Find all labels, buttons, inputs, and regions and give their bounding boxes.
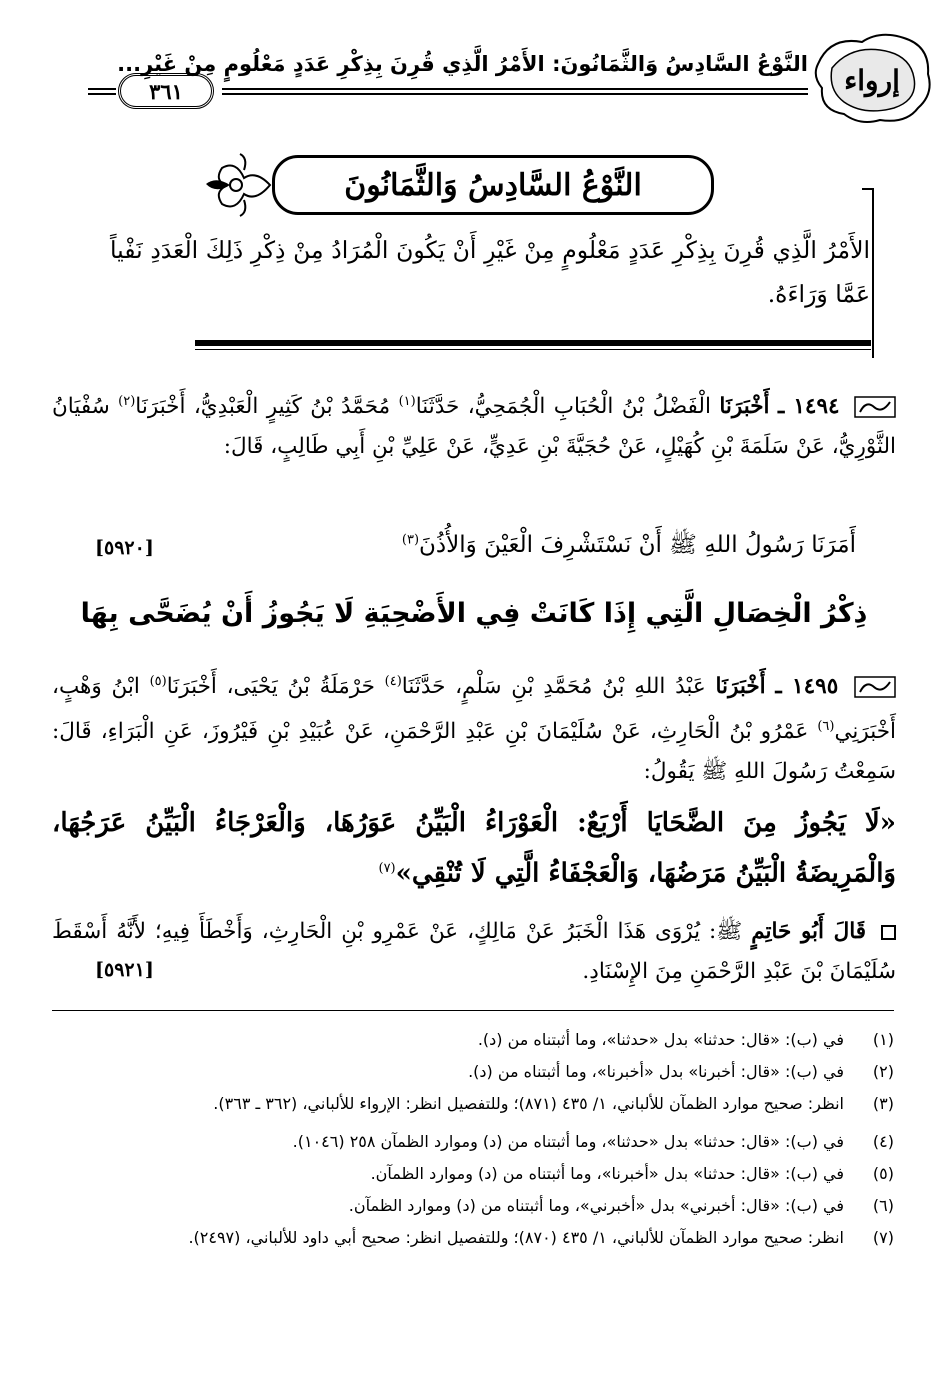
page-number-rule <box>88 93 116 95</box>
footnote-number: (٢) <box>872 1062 894 1081</box>
footnote-text: انظر: صحيح موارد الظمآن للألباني، ١/ ٤٣٥ (٨٧١)؛ وللتفصيل انظر: الإرواء للألباني، (٣٦٢ ـ ٣٦٣). <box>213 1094 844 1113</box>
hadith-1494-reference: [٥٩٢٠] <box>95 537 154 559</box>
footnote-marker[interactable]: (٧) <box>378 861 396 876</box>
hadith-1494-isnad <box>52 382 896 467</box>
matn-text: «لَا يَجُوزُ مِنَ الضَّحَايَا أَرْبَعٌ: الْعَوْرَاءُ الْبَيِّنُ عَوَرُهَا، وَالْعَرْجَاءُ الْبَيِّنُ عَرَجُهَا، وَالْمَرِيضَةُ الْبَيِّنُ مَرَضُهَا، وَالْعَجْفَاءُ الَّتِي لَا تُنْقِي» <box>52 808 896 889</box>
footnote-item <box>52 1222 894 1254</box>
abu-hatim-comment <box>52 912 896 992</box>
matn-text: أَمَرَنَا رَسُولُ اللهِ ﷺ أَنْ نَسْتَشْرِفَ الْعَيْنَ وَالأُذُنَ <box>419 532 856 558</box>
footnote-number: (١) <box>872 1030 894 1049</box>
isnad-text: الْفَضْلُ بْنُ الْحُبَابِ الْجُمَحِيُّ، حَدَّثَنَا <box>415 394 711 420</box>
footnote-marker[interactable]: (١) <box>398 394 416 409</box>
isnad-text: مُحَمَّدُ بْنُ كَثِيرٍ الْعَبْدِيُّ، أَخْبَرَنَا <box>135 394 391 420</box>
comment-text: ﷺ: يُرْوَى هَذَا الْخَبَرُ عَنْ مَالِكٍ، عَنْ عَمْرِو بْنِ الْحَارِثِ، وَأَخْطَأَ فِيهِ؛ لأَنَّهُ أَسْقَطَ سُلَيْمَانَ بْنَ عَبْدِ الرَّحْمَنِ مِنَ الإِسْنَادِ. <box>52 919 896 984</box>
comment-lead: قَالَ أَبُو حَاتِمٍ <box>751 919 867 944</box>
footnote-item <box>52 1190 894 1222</box>
section-title: ذِكْرُ الْخِصَالِ الَّتِي إِذَا كَانَتْ فِي الأَضْحِيَةِ لَا يَجُوزُ أَنْ يُضَحَّى بِهَا <box>80 598 868 629</box>
footnote-number: (٥) <box>872 1164 894 1183</box>
corner-ornament-icon <box>810 28 934 128</box>
footnote-item <box>52 1126 894 1158</box>
header-rule <box>222 88 808 90</box>
hadith-lead: أَخْبَرَنَا <box>719 394 770 420</box>
footnote-marker[interactable]: (٣) <box>401 532 420 548</box>
chapter-rule-thin <box>195 349 871 350</box>
hadith-marker-icon <box>854 396 896 418</box>
chapter-intro: الأَمْرُ الَّذِي قُرِنَ بِذِكْرِ عَدَدٍ مَعْلُومٍ مِنْ غَيْرِ أَنْ يَكُونَ الْمُرَادُ مِنْ ذِكْرِ ذَلِكَ الْعَدَدِ نَفْياً عَمَّا وَرَاءَهُ. <box>110 236 870 308</box>
isnad-text: ابْنُ وَهْبٍ، أَخْبَرَنِي <box>52 674 896 745</box>
hadith-1495-reference: [٥٩٢١] <box>95 959 154 981</box>
footnote-number: (٣) <box>872 1094 894 1113</box>
hadith-marker-icon <box>854 676 896 698</box>
page-number-rule <box>88 88 116 90</box>
footnote-text: في (ب): «قال: حدثنا» بدل «حدثنا»، وما أثبتناه من (د). <box>477 1030 844 1049</box>
floral-ornament-icon <box>200 150 274 220</box>
hadith-number: ١٤٩٥ ـ <box>775 674 839 700</box>
footnote-text: في (ب): «قال: حدثنا» بدل «أخبرنا»، وما أثبتناه من (د) وموارد الظمآن. <box>370 1164 844 1183</box>
footnote-text: في (ب): «قال: حدثنا» بدل «حدثنا»، وما أثبتناه من (د) وموارد الظمآن ٢٥٨ (١٠٤٦). <box>292 1132 844 1151</box>
hadith-1495-isnad <box>52 662 896 792</box>
footnote-marker[interactable]: (٥) <box>149 674 167 689</box>
footnote-item <box>52 1024 894 1056</box>
page-number: ٣٦١ <box>118 73 214 109</box>
footnote-number: (٦) <box>872 1196 894 1215</box>
footnote-item <box>52 1158 894 1190</box>
footnote-marker[interactable]: (٦) <box>817 719 835 735</box>
footnote-number: (٤) <box>872 1132 894 1151</box>
chapter-frame-tick <box>862 188 874 190</box>
isnad-text: عَبْدُ اللهِ بْنُ مُحَمَّدِ بْنِ سَلْمٍ، حَدَّثَنَا <box>401 674 706 700</box>
chapter-title: النَّوْعُ السَّادِسُ وَالثَّمَانُونَ <box>272 155 714 215</box>
running-title: النَّوْعُ السَّادِسُ وَالثَّمَانُونَ: الأَمْرُ الَّذِي قُرِنَ بِذِكْرِ عَدَدٍ مَعْلُومٍ مِنْ غَيْرِ... <box>117 52 808 76</box>
footnote-item <box>52 1056 894 1088</box>
footnote-separator <box>52 1010 894 1011</box>
hadith-1495-matn <box>52 800 896 897</box>
isnad-text: عَمْرُو بْنُ الْحَارِثِ، عَنْ سُلَيْمَانَ بْنِ عَبْدِ الرَّحْمَنِ، عَنْ عُبَيْدِ بْنِ فَيْرُوزَ، عَنِ الْبَرَاءِ، قَالَ: سَمِعْتُ رَسُولَ اللهِ ﷺ يَقُولُ: <box>52 719 896 785</box>
square-bullet-icon <box>881 925 896 940</box>
svg-text:إرواء: إرواء <box>844 64 900 97</box>
isnad-text: حَرْمَلَةُ بْنُ يَحْيَى، أَخْبَرَنَا <box>166 674 375 700</box>
footnote-marker[interactable]: (٤) <box>384 674 402 689</box>
hadith-lead: أَخْبَرَنَا <box>715 674 766 700</box>
header-rule <box>222 93 808 95</box>
footnote-marker[interactable]: (٢) <box>118 394 136 409</box>
chapter-rule-thick <box>195 340 871 346</box>
footnote-item <box>52 1088 894 1120</box>
chapter-frame-line <box>872 188 874 358</box>
hadith-number: ١٤٩٤ ـ <box>777 394 840 420</box>
footnote-text: في (ب): «قال: أخبرنا» بدل «أخبرنا»، وما أثبتناه من (د). <box>468 1062 844 1081</box>
footnotes <box>52 1024 894 1254</box>
footnote-number: (٧) <box>872 1228 894 1247</box>
hadith-1494-matn <box>402 530 856 564</box>
isnad-text: سُفْيَانُ الثَّوْرِيُّ، عَنْ سَلَمَةَ بْنِ كُهَيْلٍ، عَنْ حُجَيَّةَ بْنِ عَدِيٍّ، عَنْ عَلِيِّ بْنِ أَبِي طَالِبٍ، قَالَ: <box>52 394 896 460</box>
footnote-text: انظر: صحيح موارد الظمآن للألباني، ١/ ٤٣٥ (٨٧٠)؛ وللتفصيل انظر: صحيح أبي داود للألباني، (٢٤٩٧). <box>188 1228 844 1247</box>
footnote-text: في (ب): «قال: أخبرني» بدل «أخبرني»، وما أثبتناه من (د) وموارد الظمآن. <box>348 1196 844 1215</box>
